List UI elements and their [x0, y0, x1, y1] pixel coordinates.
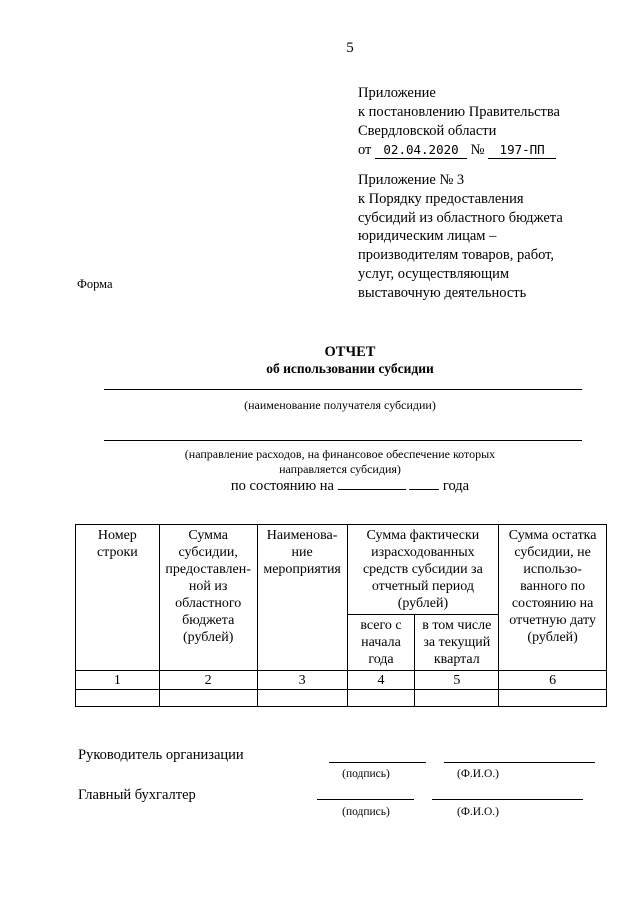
table-cell[interactable]	[415, 690, 499, 707]
accountant-signature-line[interactable]	[317, 799, 414, 800]
table-cell[interactable]	[76, 690, 160, 707]
table-cell[interactable]	[347, 690, 415, 707]
accountant-signature-caption: (подпись)	[342, 806, 390, 818]
appendix-line2: к постановлению Правительства	[358, 104, 560, 120]
as-of-year-field[interactable]	[409, 477, 439, 490]
from-label: от	[358, 142, 372, 158]
col-header-subsidy: Сумма субсидии, предоставлен-ной из областного бюджета (рублей)	[159, 525, 257, 671]
table-cell[interactable]	[499, 690, 607, 707]
accountant-name-line[interactable]	[432, 799, 583, 800]
head-name-caption: (Ф.И.О.)	[457, 768, 499, 780]
page-number: 5	[346, 40, 354, 56]
col-header-remainder: Сумма остатка субсидии, не использо-ванного по состоянию на отчетную дату (рублей)	[499, 525, 607, 671]
head-signature-caption: (подпись)	[342, 768, 390, 780]
as-of-day-month-field[interactable]	[338, 477, 406, 490]
col-header-spent-quarter: в том числе за текущий квартал	[415, 615, 499, 671]
appendix3-block	[358, 171, 563, 303]
as-of-label: по состоянию на	[230, 478, 334, 494]
direction-caption-1: (направление расходов, на финансовое обеспечение которых	[184, 447, 496, 461]
report-subtitle: об использовании субсидии	[266, 361, 434, 376]
appendix-line3: Свердловской области	[358, 123, 497, 139]
decree-number: 197-ПП	[488, 142, 556, 159]
appendix-date-line	[358, 141, 560, 160]
accountant-name-caption: (Ф.И.О.)	[457, 806, 499, 818]
recipient-caption: (наименование получателя субсидии)	[244, 398, 436, 412]
col-number-3: 3	[257, 671, 347, 690]
accountant-label: Главный бухгалтер	[78, 787, 196, 803]
appendix-line1: Приложение	[358, 85, 436, 101]
table-cell[interactable]	[159, 690, 257, 707]
table-cell[interactable]	[257, 690, 347, 707]
direction-field-line[interactable]	[104, 440, 582, 441]
appendix3-line: услуг, осуществляющим	[358, 265, 510, 282]
col-number-6: 6	[499, 671, 607, 690]
table-row	[76, 690, 607, 707]
appendix3-line: к Порядку предоставления	[358, 190, 524, 207]
appendix3-line: производителям товаров, работ,	[358, 247, 555, 264]
appendix3-line: субсидий из областного бюджета	[358, 209, 563, 226]
col-header-event: Наименова-ние мероприятия	[257, 525, 347, 671]
year-label: года	[442, 478, 470, 494]
number-label: №	[470, 142, 485, 158]
head-name-line[interactable]	[444, 762, 595, 763]
appendix3-line: Приложение № 3	[358, 172, 465, 188]
col-header-spent-total: всего с начала года	[347, 615, 415, 671]
form-label: Форма	[77, 277, 113, 291]
col-number-2: 2	[159, 671, 257, 690]
as-of-date-line	[0, 477, 640, 495]
direction-caption-2: направляется субсидия)	[279, 462, 401, 476]
col-number-1: 1	[76, 671, 160, 690]
appendix-block	[358, 84, 560, 160]
decree-date: 02.04.2020	[375, 142, 467, 159]
col-number-5: 5	[415, 671, 499, 690]
col-header-row-number: Номер строки	[76, 525, 160, 671]
appendix3-line: юридическим лицам –	[358, 228, 497, 245]
col-number-4: 4	[347, 671, 415, 690]
col-header-spent: Сумма фактически израсходованных средств субсидии за отчетный период (рублей)	[347, 525, 499, 615]
report-title: ОТЧЕТ	[324, 344, 376, 360]
appendix3-line: выставочную деятельность	[358, 284, 527, 301]
recipient-field-line[interactable]	[104, 389, 582, 390]
head-signature-line[interactable]	[329, 762, 426, 763]
head-label: Руководитель организации	[78, 747, 244, 763]
report-table	[75, 524, 607, 707]
